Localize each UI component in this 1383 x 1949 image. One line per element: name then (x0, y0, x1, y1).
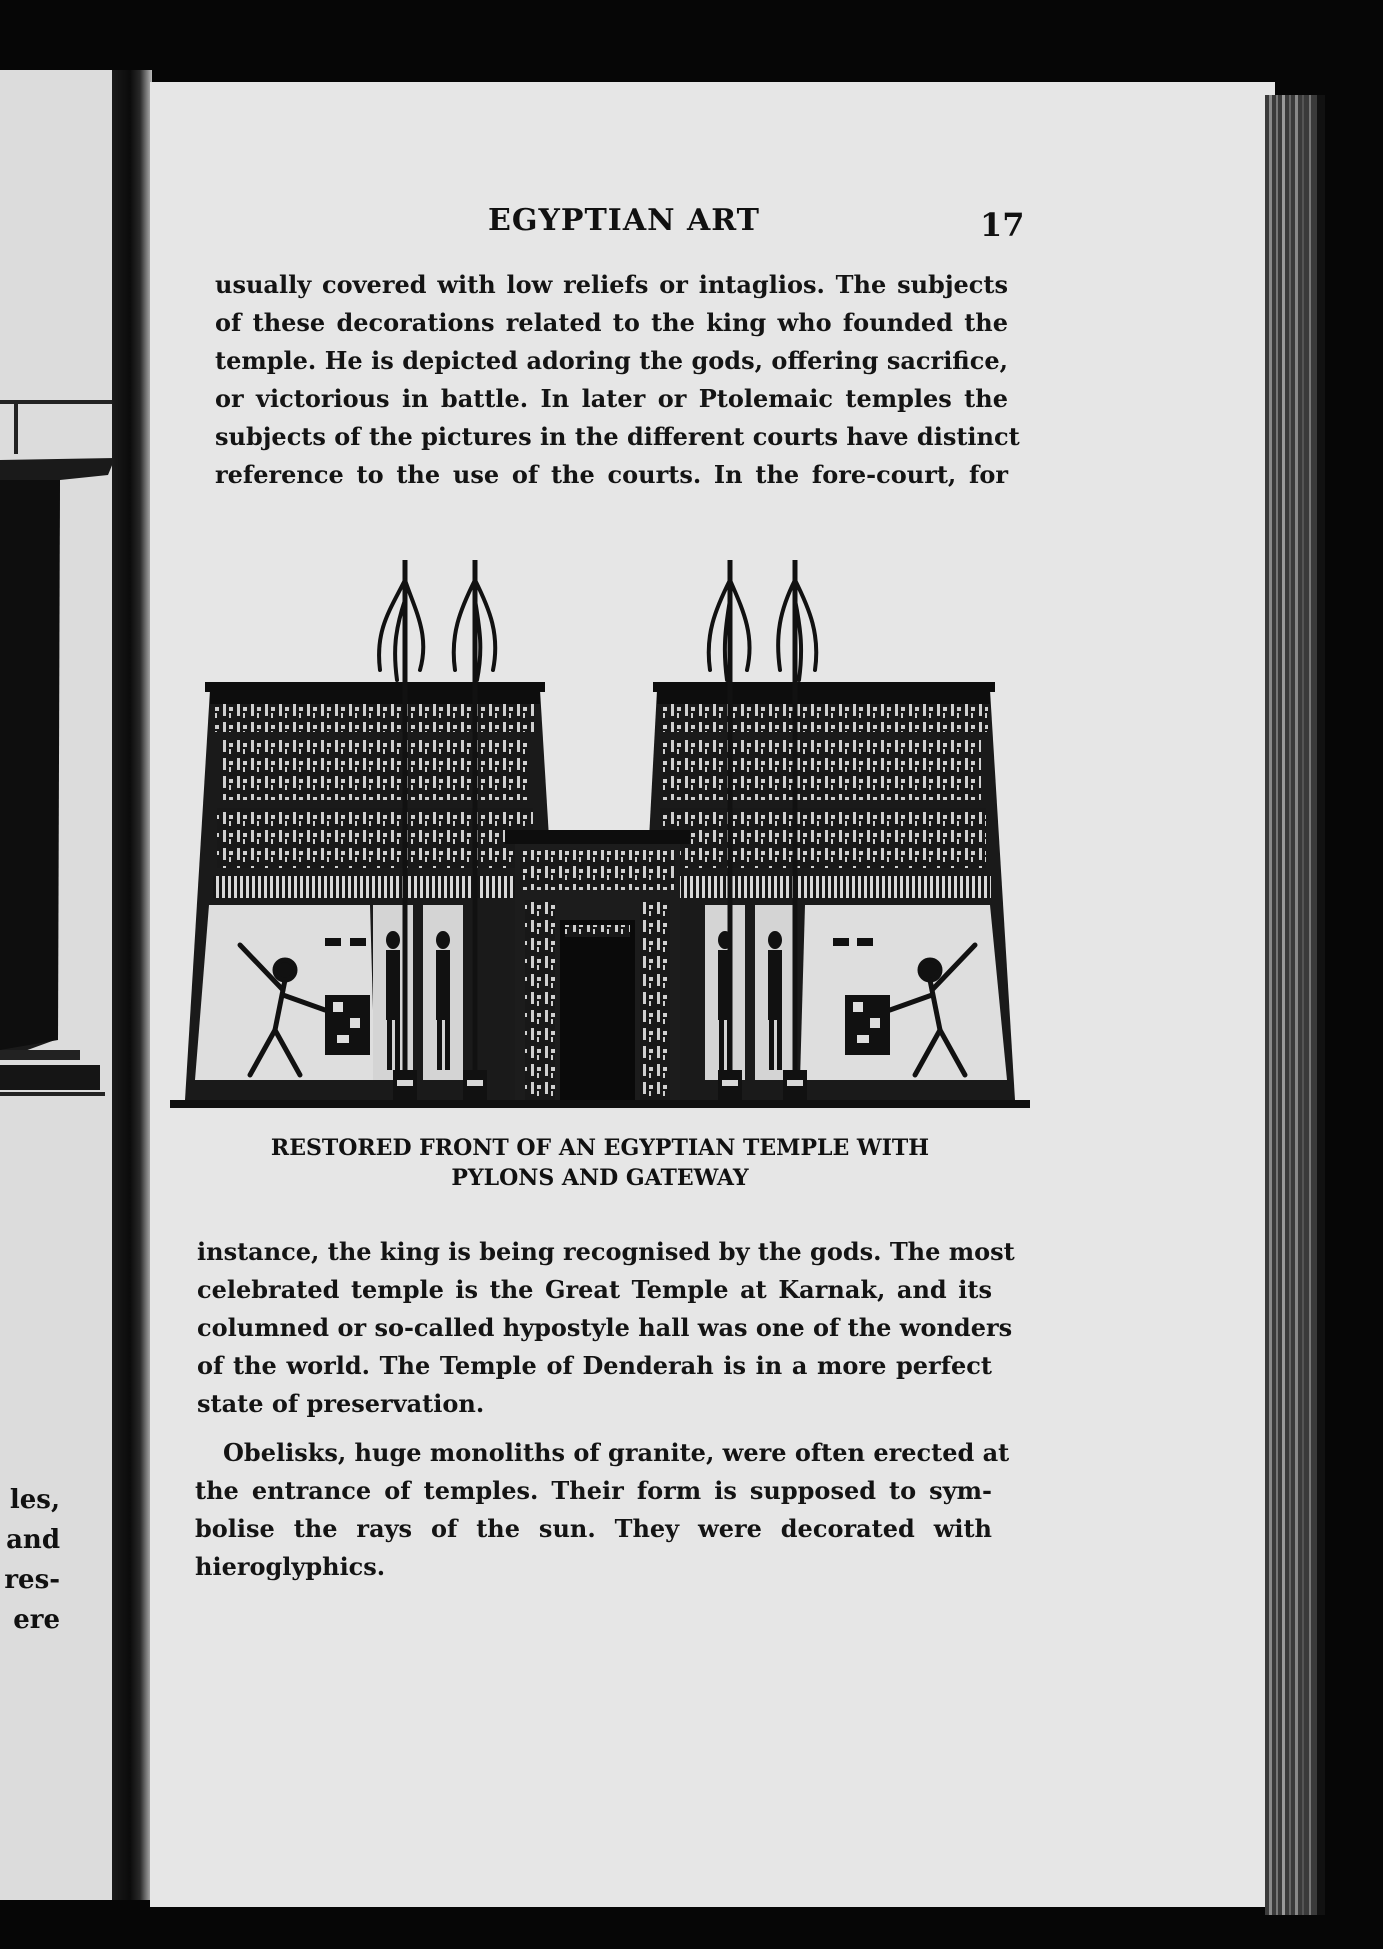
text-line: subjects of the pictures in the different courts have distinct (215, 422, 1020, 451)
paragraph-3 (195, 1434, 1010, 1586)
caption-line: RESTORED FRONT OF AN EGYPTIAN TEMPLE WITH (270, 1135, 930, 1161)
text-line: temple. He is depicted adoring the gods, offering sacrifice, (215, 346, 1008, 375)
left-page-text-fragment (0, 1480, 60, 1640)
page-edge-stack (1265, 95, 1325, 1915)
figure-caption (230, 1133, 970, 1193)
caption-line: PYLONS AND GATEWAY (451, 1165, 749, 1191)
temple-illustration (165, 540, 1035, 1120)
left-fragment-line: and (6, 1525, 60, 1555)
text-line: of the world. The Temple of Denderah is in a more perfect (197, 1351, 992, 1380)
text-line: instance, the king is being recognised by the gods. The most (197, 1237, 1015, 1266)
paragraph-1 (215, 266, 1020, 494)
text-line: or victorious in battle. In later or Ptolemaic temples the (215, 384, 1008, 413)
text-line: state of preservation. (197, 1389, 485, 1418)
text-line: usually covered with low reliefs or intaglios. The subjects (215, 270, 1008, 299)
text-line: reference to the use of the courts. In the fore-court, for (215, 460, 1008, 489)
left-page (0, 70, 125, 1900)
text-line: celebrated temple is the Great Temple at Karnak, and its (197, 1275, 992, 1304)
text-line: Obelisks, huge monoliths of granite, were often erected at (223, 1438, 1010, 1467)
text-line: bolise the rays of the sun. They were decorated with (195, 1514, 992, 1543)
book-gutter (112, 70, 152, 1900)
text-line: of these decorations related to the king who founded the (215, 308, 1008, 337)
left-fragment-line: ere (13, 1605, 60, 1635)
text-line: hieroglyphics. (195, 1552, 386, 1581)
page-number: 17 (980, 206, 1025, 244)
text-line: the entrance of temples. Their form is supposed to sym- (195, 1476, 992, 1505)
left-fragment-line: res- (4, 1565, 60, 1595)
text-line: columned or so-called hypostyle hall was one of the wonders (197, 1313, 1013, 1342)
left-fragment-line: les, (9, 1485, 60, 1515)
left-page-vase-illustration (0, 400, 125, 1380)
running-head: EGYPTIAN ART (488, 203, 760, 238)
paragraph-2 (197, 1233, 1015, 1423)
